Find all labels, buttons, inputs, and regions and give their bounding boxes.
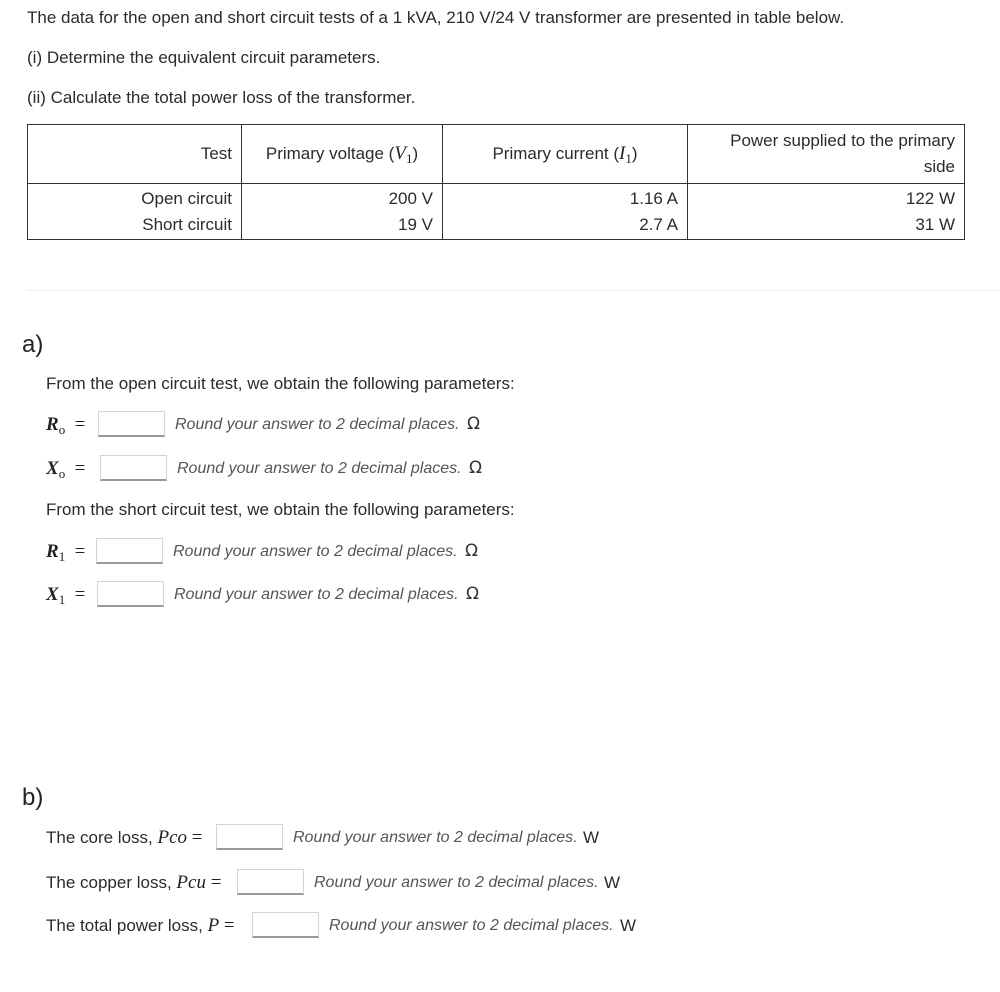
rounding-hint: Round your answer to 2 decimal places. (173, 543, 458, 560)
cell-power: 122 W (688, 184, 965, 213)
rounding-hint: Round your answer to 2 decimal places. (174, 586, 459, 603)
symbol-xo: X (46, 458, 59, 479)
core-loss-text: The core loss, (46, 828, 158, 847)
field-label-p (46, 915, 235, 937)
rounding-hint: Round your answer to 2 decimal places. (314, 874, 599, 891)
xo-input[interactable] (100, 455, 167, 481)
copper-loss-text: The copper loss, (46, 873, 177, 892)
short-circuit-intro: From the short circuit test, we obtain the following parameters: (46, 500, 515, 519)
table-header-row (28, 125, 965, 184)
header-voltage-text: Primary voltage ( (265, 144, 395, 163)
field-label-xo (46, 458, 85, 480)
watt-unit: W (620, 916, 637, 935)
pcu-input[interactable] (237, 869, 304, 895)
table-row (28, 212, 965, 240)
cell-current: 1.16 A (443, 184, 688, 213)
problem-intro: The data for the open and short circuit tests of a 1 kVA, 210 V/24 V transformer are presented in table below. (27, 8, 845, 27)
field-label-pco (46, 827, 203, 849)
header-current-text: Primary current ( (492, 144, 620, 163)
cell-power: 31 W (688, 212, 965, 240)
header-voltage-symbol: V (394, 143, 406, 164)
symbol-r1: R (46, 541, 59, 562)
x1-input[interactable] (97, 581, 164, 607)
symbol-xo-sub: o (58, 466, 66, 481)
symbol-ro-sub: o (58, 422, 66, 437)
ohm-unit: Ω (466, 584, 479, 604)
header-voltage-close: ) (412, 144, 419, 163)
equals-sign: = (191, 827, 203, 848)
rounding-hint: Round your answer to 2 decimal places. (175, 416, 460, 433)
header-current-close: ) (631, 144, 638, 163)
equals-sign: = (74, 584, 86, 605)
cell-voltage: 200 V (242, 184, 443, 213)
header-current-symbol: I (619, 143, 626, 164)
symbol-ro: R (46, 414, 59, 435)
watt-unit: W (583, 828, 600, 847)
part-b-label: b) (22, 784, 44, 811)
ohm-unit: Ω (469, 458, 482, 478)
table-row (28, 184, 965, 213)
r1-input[interactable] (96, 538, 163, 564)
rounding-hint: Round your answer to 2 decimal places. (293, 829, 578, 846)
rounding-hint: Round your answer to 2 decimal places. (329, 917, 614, 934)
test-data-table (27, 124, 965, 240)
equals-sign: = (74, 541, 86, 562)
header-voltage (242, 125, 443, 184)
ohm-unit: Ω (467, 414, 480, 434)
header-voltage-sub: 1 (405, 151, 413, 166)
symbol-x1: X (46, 584, 59, 605)
cell-test: Short circuit (28, 212, 242, 240)
ohm-unit: Ω (465, 541, 478, 561)
symbol-pcu: Pcu (176, 872, 206, 893)
section-divider (27, 290, 1000, 291)
cell-voltage: 19 V (242, 212, 443, 240)
equals-sign: = (74, 414, 86, 435)
header-power-line2: side (923, 157, 955, 176)
ro-input[interactable] (98, 411, 165, 437)
symbol-pco: Pco (157, 827, 188, 848)
task-2: (ii) Calculate the total power loss of the transformer. (27, 88, 416, 107)
p-input[interactable] (252, 912, 319, 938)
equals-sign: = (223, 915, 235, 936)
rounding-hint: Round your answer to 2 decimal places. (177, 460, 462, 477)
symbol-r1-sub: 1 (58, 549, 66, 564)
part-a-label: a) (22, 331, 44, 358)
watt-unit: W (604, 873, 621, 892)
equals-sign: = (74, 458, 86, 479)
field-label-pcu (46, 872, 221, 894)
header-current-sub: 1 (625, 151, 632, 166)
field-label-ro (46, 414, 85, 436)
pco-input[interactable] (216, 824, 283, 850)
header-current (443, 125, 688, 184)
cell-current: 2.7 A (443, 212, 688, 240)
task-1: (i) Determine the equivalent circuit parameters. (27, 48, 381, 67)
cell-test: Open circuit (28, 184, 242, 213)
equals-sign: = (210, 872, 222, 893)
total-loss-text: The total power loss, (46, 916, 208, 935)
field-label-x1 (46, 584, 85, 606)
symbol-x1-sub: 1 (58, 592, 66, 607)
open-circuit-intro: From the open circuit test, we obtain the following parameters: (46, 374, 515, 393)
header-test: Test (28, 125, 242, 184)
symbol-p: P (207, 915, 220, 936)
field-label-r1 (46, 541, 85, 563)
header-power (688, 125, 965, 184)
header-power-line1: Power supplied to the primary (730, 131, 955, 150)
